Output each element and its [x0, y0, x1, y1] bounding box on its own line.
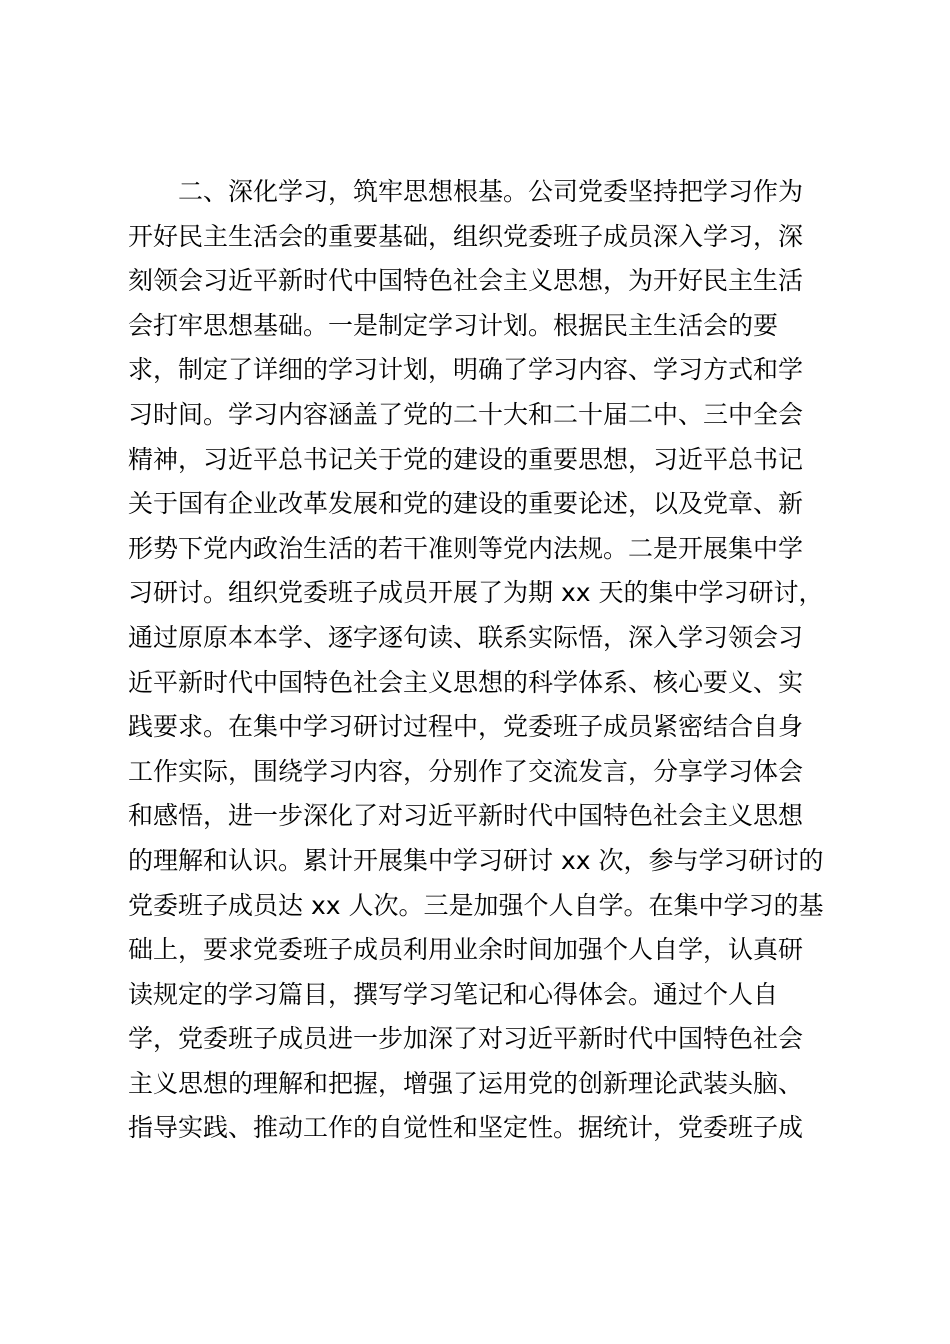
paragraph-line: 开好民主生活会的重要基础，组织党委班子成员深入学习，深	[128, 221, 804, 251]
paragraph-line: 学，党委班子成员进一步加深了对习近平新时代中国特色社会	[128, 1024, 804, 1054]
body-paragraph	[128, 170, 838, 1151]
paragraph-line: 精神，习近平总书记关于党的建设的重要思想，习近平总书记	[128, 444, 804, 474]
paragraph-line: 会打牢思想基础。一是制定学习计划。根据民主生活会的要	[128, 310, 779, 340]
paragraph-line: 指导实践、推动工作的自觉性和坚定性。据统计，党委班子成	[128, 1113, 804, 1143]
paragraph-line: 践要求。在集中学习研讨过程中，党委班子成员紧密结合自身	[128, 712, 804, 742]
paragraph-line: 求，制定了详细的学习计划，明确了学习内容、学习方式和学	[128, 355, 804, 385]
paragraph-line: 和感悟，进一步深化了对习近平新时代中国特色社会主义思想	[128, 801, 804, 831]
paragraph-line: 二、深化学习，筑牢思想根基。公司党委坚持把学习作为	[178, 177, 804, 206]
paragraph-line: 形势下党内政治生活的若干准则等党内法规。二是开展集中学	[128, 533, 804, 563]
paragraph-line: 近平新时代中国特色社会主义思想的科学体系、核心要义、实	[128, 667, 804, 697]
paragraph-line: 础上，要求党委班子成员利用业余时间加强个人自学，认真研	[128, 935, 804, 965]
paragraph-line: 刻领会习近平新时代中国特色社会主义思想，为开好民主生活	[128, 266, 804, 296]
paragraph-line: 习时间。学习内容涵盖了党的二十大和二十届二中、三中全会	[128, 399, 804, 429]
paragraph-line: 工作实际，围绕学习内容，分别作了交流发言，分享学习体会	[128, 756, 804, 786]
paragraph-line: 习研讨。组织党委班子成员开展了为期 xx 天的集中学习研讨，	[128, 578, 824, 608]
paragraph-line: 读规定的学习篇目，撰写学习笔记和心得体会。通过个人自	[128, 979, 779, 1009]
paragraph-line: 关于国有企业改革发展和党的建设的重要论述，以及党章、新	[128, 489, 804, 519]
paragraph-line: 党委班子成员达 xx 人次。三是加强个人自学。在集中学习的基	[128, 890, 824, 920]
paragraph-line: 通过原原本本学、逐字逐句读、联系实际悟，深入学习领会习	[128, 622, 804, 652]
paragraph-line: 主义思想的理解和把握，增强了运用党的创新理论武装头脑、	[128, 1068, 804, 1098]
paragraph-line: 的理解和认识。累计开展集中学习研讨 xx 次，参与学习研讨的	[128, 845, 824, 875]
